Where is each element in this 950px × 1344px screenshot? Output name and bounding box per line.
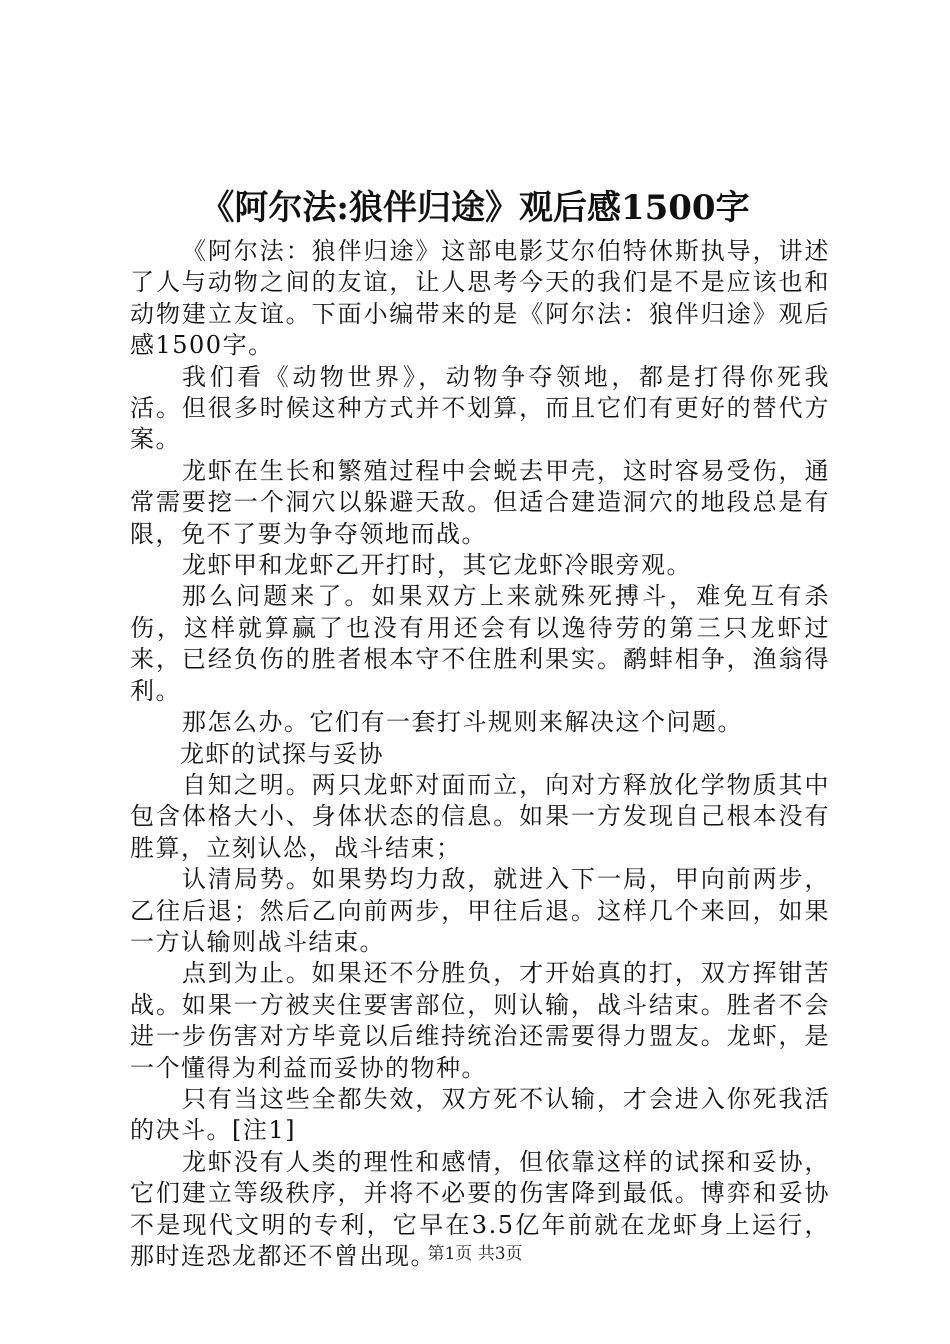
paragraph-intro: 《阿尔法：狼伴归途》这部电影艾尔伯特休斯执导，讲述了人与动物之间的友谊，让人思考今天的我们是不是应该也和动物建立友谊。下面小编带来的是《阿尔法：狼伴归途》观后感1500字。	[130, 237, 830, 360]
section-heading: 龙虾的试探与妥协	[180, 739, 384, 768]
document-title: 《阿尔法:狼伴归途》观后感1500字	[200, 188, 750, 228]
paragraph-final-duel: 只有当这些全都失效，双方死不认输，才会进入你死我活的决斗。[注1]	[130, 1084, 830, 1145]
paragraph-conclusion: 龙虾没有人类的理性和感情，但依靠这样的试探和妥协，它们建立等级秩序，并将不必要的伤害降到最低。博弈和妥协不是现代文明的专利，它早在3.5亿年前就在龙虾身上运行，那时连恐龙都还不曾出现。	[130, 1147, 830, 1270]
paragraph-self-knowledge: 自知之明。两只龙虾对面而立，向对方释放化学物质其中包含体格大小、身体状态的信息。如果一方发现自己根本没有胜算，立刻认怂，战斗结束；	[130, 770, 830, 862]
paragraph-lobster-fight: 龙虾甲和龙虾乙开打时，其它龙虾冷眼旁观。	[182, 551, 692, 580]
document-body	[130, 236, 830, 1272]
paragraph-animal-world: 我们看《动物世界》，动物争夺领地，都是打得你死我活。但很多时候这种方式并不划算，而且它们有更好的替代方案。	[130, 362, 830, 454]
paragraph-stop-point: 点到为止。如果还不分胜负，才开始真的打，双方挥钳苦战。如果一方被夹住要害部位，则认输，战斗结束。胜者不会进一步伤害对方毕竟以后维持统治还需要得力盟友。龙虾，是一个懂得为利益而妥协的物种。	[130, 959, 830, 1082]
page-footer: 第1页 共3页	[427, 1244, 523, 1264]
paragraph-situation: 认清局势。如果势均力敌，就进入下一局，甲向前两步，乙往后退；然后乙向前两步，甲往后退。这样几个来回，如果一方认输则战斗结束。	[130, 865, 830, 956]
paragraph-solution: 那怎么办。它们有一套打斗规则来解决这个问题。	[182, 708, 743, 737]
paragraph-lobster-molting: 龙虾在生长和繁殖过程中会蜕去甲壳，这时容易受伤，通常需要挖一个洞穴以躲避天敌。但适合建造洞穴的地段总是有限，免不了要为争夺领地而战。	[130, 456, 830, 548]
paragraph-problem: 那么问题来了。如果双方上来就殊死搏斗，难免互有杀伤，这样就算赢了也没有用还会有以逸待劳的第三只龙虾过来，已经负伤的胜者根本守不住胜利果实。鹬蚌相争，渔翁得利。	[130, 582, 830, 705]
